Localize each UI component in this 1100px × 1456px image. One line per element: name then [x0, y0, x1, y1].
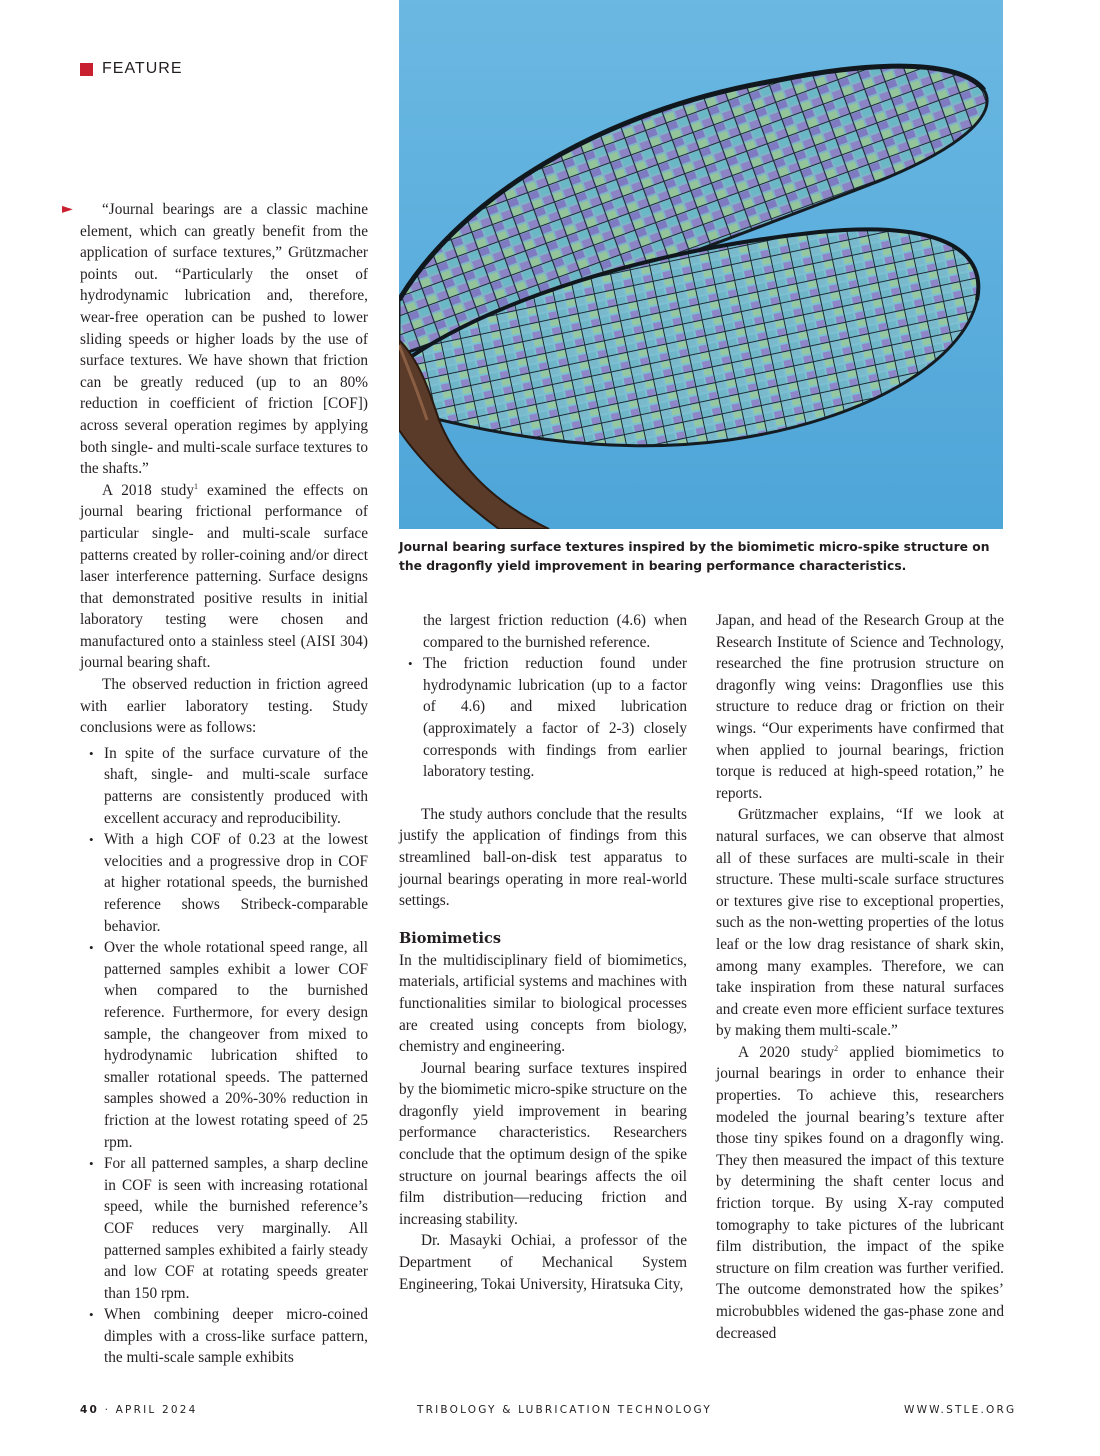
paragraph: Japan, and head of the Research Group at the Research Institute of Science and Technology, researched the fine protrusion structure on dragonfly wing veins: Dragonflies use this structure to reduce drag or friction on their wings. “Our experiments have confirmed that when applied to journal bearings, friction torque is reduced at high-speed rotation,” he reports.: [716, 612, 1004, 802]
issue-date: APRIL 2024: [115, 1404, 198, 1416]
section-label: FEATURE: [102, 60, 183, 77]
reference-marker: 2: [834, 1043, 839, 1053]
page-number: 40: [80, 1404, 100, 1416]
section-heading: Biomimetics: [399, 929, 502, 947]
text-column-3: [716, 610, 1004, 1344]
list-item: • In spite of the surface curvature of the shaft, single- and multi-scale surface patterns are consistently produced with excellent accuracy and reproducibility.: [80, 743, 368, 829]
text-column-1: [80, 199, 368, 1369]
paragraph: The observed reduction in friction agreed with earlier laboratory testing. Study conclusions were as follows:: [80, 676, 368, 737]
reference-marker: 1: [193, 481, 198, 491]
paragraph-text: applied biomimetics to journal bearings in order to enhance their properties. To achieve this, researchers modeled the journal bearing’s texture after those tiny spikes found on a dragonfly wing. They then measured the impact of this texture by determining the shaft center locus and friction torque. By using X-ray computed tomography to take pictures of the lubricant film distribution, the impact of the spike structure on film creation was further verified. The outcome demonstrated how the spikes’ microbubbles widened the gas-phase zone and decreased: [716, 1043, 1005, 1342]
conclusions-list-continued: [399, 653, 687, 783]
paragraph: Journal bearing surface textures inspired by the biomimetic micro-spike structure on the dragonfly yield improvement in bearing performance characteristics. Researchers conclude that the optimum design of the spike structure on journal bearings affects the oil film distribution—reducing friction and increasing stability.: [399, 1059, 687, 1228]
paragraph-text: A 2018 study: [102, 481, 194, 499]
dragonfly-wings-illustration: [399, 0, 1003, 529]
list-item: • For all patterned samples, a sharp decline in COF is seen with increasing rotational speed, while the burnished reference’s COF reduces very marginally. All patterned samples exhibited a fairly steady and low COF at rotating speeds greater than 150 rpm.: [80, 1153, 368, 1304]
paragraph-text: examined the effects on journal bearing frictional performance of particular single- and multi-scale surface patterns created by roller-coining and/or direct laser interference patterning. Surface designs that demonstrated positive results in initial laboratory testing were chosen and manufactured onto a stainless steel (AISI 304) journal bearing shaft.: [80, 481, 368, 672]
figure-caption: Journal bearing surface textures inspired by the biomimetic micro-spike structure on the dragonfly yield improvement in bearing performance characteristics.: [399, 540, 990, 573]
red-square-icon: [80, 63, 93, 76]
list-item: • Over the whole rotational speed range, all patterned samples exhibit a lower COF when compared to the burnished reference. Furthermore, for every design sample, the changeover from mixed to hydrodynamic lubrication shifted to smaller rotational speeds. The patterned samples showed a 20%-30% reduction in friction at the lowest rotating speed of 25 rpm.: [80, 937, 368, 1153]
footer-separator: ·: [104, 1404, 111, 1416]
paragraph: In the multidisciplinary field of biomimetics, materials, artificial systems and machines with functionalities similar to biological processes are created using concepts from biology, chemistry and engineering.: [399, 951, 687, 1056]
footer-page-info: [80, 1404, 197, 1416]
paragraph: The study authors conclude that the results justify the application of findings from this streamlined ball-on-disk test apparatus to journal bearings operating in more real-world settings.: [399, 805, 687, 910]
list-item: • With a high COF of 0.23 at the lowest velocities and a progressive drop in COF at higher rotational speeds, the burnished reference shows Stribeck-comparable behavior.: [80, 829, 368, 937]
paragraph: Grützmacher explains, “If we look at natural surfaces, we can observe that almost all of these surfaces are multi-scale in their structure. These multi-scale surface structures or textures give rise to exceptional properties, such as the non-wetting properties of the lotus leaf or the low drag resistance of shark skin, among many examples. Therefore, we can take inspiration from these natural surfaces and create even more efficient surface textures by making them multi-scale.”: [716, 806, 1004, 1040]
section-tag: [80, 60, 182, 78]
paragraph: [80, 480, 368, 674]
list-item-continued: the largest friction reduction (4.6) when compared to the burnished reference.: [423, 612, 687, 651]
paragraph: “Journal bearings are a classic machine element, which can greatly benefit from the application of surface textures,” Grützmacher points out. “Particularly the onset of hydrodynamic lubrication and, therefore, wear-free operation can be pushed to lower sliding speeds or higher loads by the use of surface textures. We have shown that friction can be greatly reduced (up to an 80% reduction in coefficient of friction [COF]) across several operation regimes by applying both single- and multi-scale surface textures to the shafts.”: [80, 201, 368, 478]
paragraph-text: A 2020 study: [738, 1043, 835, 1061]
list-item: • When combining deeper micro-coined dimples with a cross-like surface pattern, the multi-scale sample exhibits: [80, 1304, 368, 1369]
website-url: WWW.STLE.ORG: [904, 1404, 1017, 1416]
publication-name: TRIBOLOGY & LUBRICATION TECHNOLOGY: [417, 1404, 712, 1416]
continued-arrow-icon: ►: [62, 201, 73, 217]
paragraph: Dr. Masayki Ochiai, a professor of the Department of Mechanical System Engineering, Tokai University, Hiratsuka City,: [399, 1232, 687, 1293]
list-item: • The friction reduction found under hydrodynamic lubrication (up to a factor of 4.6) and mixed lubrication (approximately a factor of 2-3) closely corresponds with findings from earlier laboratory testing.: [399, 653, 687, 783]
conclusions-list: [80, 743, 368, 1369]
dragonfly-photo: [399, 0, 1003, 529]
text-column-2: [399, 610, 687, 1295]
paragraph: [716, 1042, 1004, 1344]
